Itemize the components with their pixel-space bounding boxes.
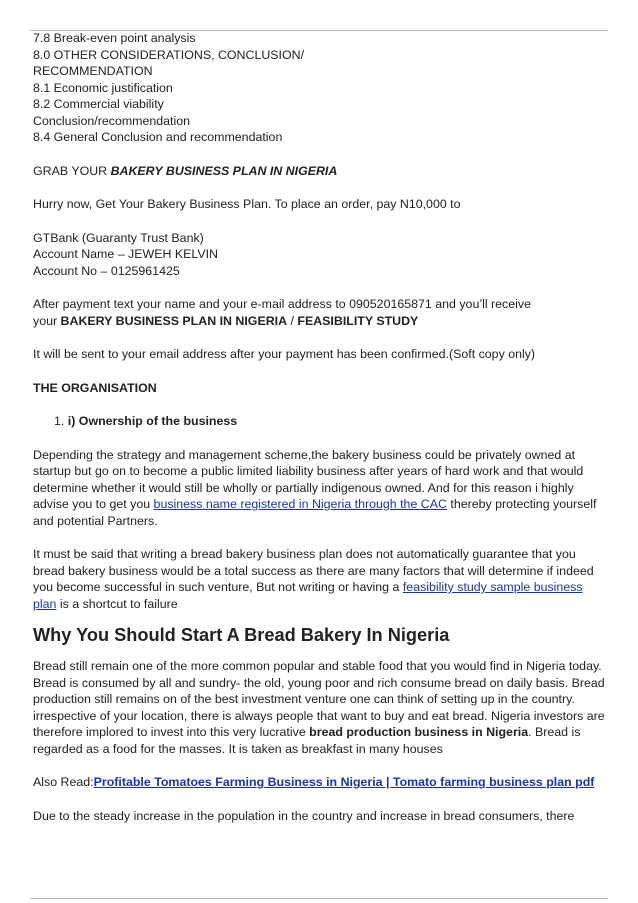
feasibility-study-bold: FEASIBILITY STUDY	[297, 313, 419, 328]
toc-item: 8.2 Commercial viability	[33, 97, 164, 111]
population-paragraph: Due to the steady increase in the population in the country and increase in bread consumers, there	[33, 808, 575, 823]
tomato-farming-link[interactable]: Profitable Tomatoes Farming Business in Nigeria | Tomato farming business plan pdf	[93, 775, 595, 789]
bank-details	[33, 230, 605, 280]
toc-item: 8.1 Economic justification	[33, 80, 173, 95]
sent-note: It will be sent to your email address after your payment has been confirmed.(Soft copy only)	[33, 347, 536, 361]
paragraph-text: Bread still remain one of the more common popular and stable food that you would find in Nigeria today. Bread is consumed by all and sundry- the old, young poor and rich consume bread on daily basis. Bread production still remains on of the best investment venture one can think of setting up in the country. irrespective of your location, there is always people that want to buy and eat bread. Nigeria investors are therefore implored to invest into this very lucrative	[33, 659, 605, 739]
grab-emphasis: BAKERY BUSINESS PLAN IN NIGERIA	[110, 163, 338, 178]
grab-line	[33, 163, 605, 180]
bakery-plan-bold: BAKERY BUSINESS PLAN IN NIGERIA	[60, 313, 288, 328]
after-payment-prefix: your	[33, 313, 61, 328]
after-payment-line: After payment text your name and your e-mail address to 090520165871 and you’ll receive	[33, 297, 531, 311]
ownership-list-item	[33, 413, 605, 430]
paragraph-text: is a shortcut to failure	[56, 596, 178, 611]
paragraph-text: . Bread is regarded as a food for the masses. It is taken as breakfast in many houses	[33, 725, 581, 756]
after-payment-text	[33, 296, 605, 329]
paragraph-text: Depending the strategy and management scheme,the bakery business could be privately owned at startup but go on to become a public limited liability business after years of hard work and that would determine whether it would still be wholly or partially indigenous owned. And for this reason i highly advise you to get you	[33, 447, 584, 511]
hurry-line: Hurry now, Get Your Bakery Business Plan. To place an order, pay N10,000 to	[33, 197, 461, 211]
document-page	[33, 30, 605, 824]
ownership-paragraph	[33, 447, 605, 530]
also-read-line	[33, 774, 605, 791]
organisation-heading-text: THE ORGANISATION	[33, 380, 157, 395]
also-read-label: Also Read:	[33, 775, 94, 789]
paragraph-text: It must be said that writing a bread bakery business plan does not automatically guarantee that you bread bakery business would be a total success as there are many factors that will determine if indeed you become successful in such venture, But not writing or having a	[33, 547, 594, 594]
list-number: 1.	[54, 414, 65, 428]
cac-registration-link[interactable]: business name registered in Nigeria through the CAC	[153, 497, 447, 511]
section-heading: Why You Should Start A Bread Bakery In Nigeria	[33, 625, 450, 645]
toc-item: RECOMMENDATION	[33, 64, 153, 78]
bank-name: GTBank (Guaranty Trust Bank)	[33, 230, 204, 245]
feasibility-study-link[interactable]: feasibility study sample business plan	[33, 580, 583, 611]
organisation-heading	[33, 380, 605, 397]
separator: /	[287, 313, 298, 328]
bread-production-bold: bread production business in Nigeria	[309, 725, 529, 739]
toc-item: 8.4 General Conclusion and recommendation	[33, 130, 283, 144]
toc-item: 8.0 OTHER CONSIDERATIONS, CONCLUSION/	[33, 47, 305, 62]
account-number: Account No – 0125961425	[33, 263, 180, 278]
after-payment-line	[33, 313, 605, 330]
grab-prefix: GRAB YOUR	[33, 163, 111, 178]
toc-item: 7.8 Break-even point analysis	[33, 31, 196, 45]
bread-paragraph	[33, 658, 605, 757]
paragraph-text: thereby protecting yourself and potential Partners.	[33, 497, 597, 528]
business-plan-paragraph	[33, 546, 605, 612]
toc-item: Conclusion/recommendation	[33, 113, 191, 128]
table-of-contents	[33, 30, 605, 146]
bottom-divider	[30, 898, 608, 899]
account-name: Account Name – JEWEH KELVIN	[33, 247, 219, 261]
ownership-label: i) Ownership of the business	[67, 414, 238, 428]
